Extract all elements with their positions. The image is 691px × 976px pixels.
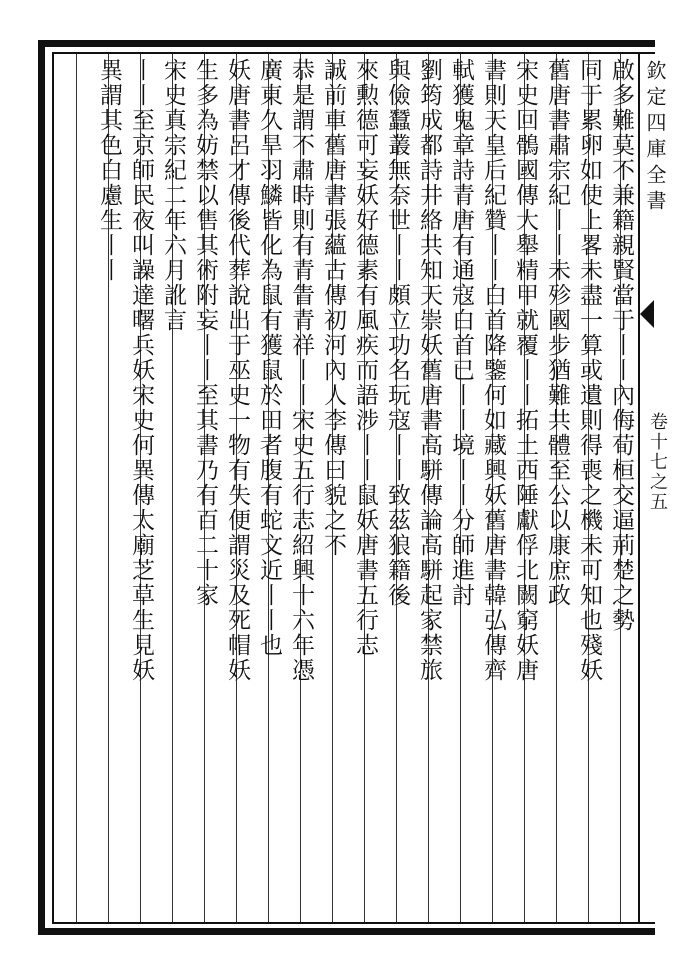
text-column: 異謂其色白慮生丨丨 [96, 58, 122, 283]
text-column: 來勲德可妄妖好德素有風疾而語涉丨丨鼠妖唐書五行志 [352, 58, 378, 658]
text-column: 宋史回鶻國傳大舉精甲就覆丨丨拓土西陲獻俘北闕窮妖唐 [512, 58, 538, 683]
text-column: 生多為妨禁以售其術附妄丨丨至其書乃有百二十家 [192, 58, 218, 608]
text-column: 書則天皇后紀贊丨丨白首降鑒何如藏興妖舊唐書韓弘傳齊 [480, 58, 506, 683]
fishtail-mark [640, 300, 654, 328]
text-column: 廣東久旱羽鱗皆化為鼠有獲鼠於田者腹有蛇文近丨丨也 [256, 58, 282, 658]
text-column: 同于累卵如使上畧未盡一算或遺則得喪之機未可知也殘妖 [576, 58, 602, 683]
text-column: 啟多難莫不兼籍親賢當于丨丨內侮荀桓交逼荊楚之勢 [608, 58, 634, 633]
text-column: 妖唐書呂才傳後代葬說出于巫史一物有失便謂災及死帽妖 [224, 58, 250, 683]
juan-number: 卷十七之五 [647, 412, 668, 512]
column-rule [76, 54, 77, 922]
text-column: 恭是謂不肅時則有青眚青祥丨丨宋史五行志紹興十六年憑 [288, 58, 314, 683]
text-column: 與儉蠶叢無奈世丨丨頗立功名玩寇丨丨致茲狼籍後 [384, 58, 410, 608]
text-column: 誠前車舊唐書張蘊古傳初河內人李傳曰貌之不 [320, 58, 346, 558]
text-column: 劉筠成都詩井絡共知天崇妖舊唐書高駢傳論高駢起家禁旅 [416, 58, 442, 683]
text-column: 丨丨至京師民夜叫譟達曙兵妖宋史何異傳太廟芝草生見妖 [128, 58, 154, 683]
text-column: 宋史真宗紀二年六月訛言 [160, 58, 186, 333]
book-title: 欽定四庫全書 [643, 60, 667, 216]
text-column: 軾獲鬼章詩青唐有通寇白首已丨丨境丨丨分師進討 [448, 58, 474, 608]
text-column: 舊唐書肅宗紀丨丨未殄國步猶難共體至公以康庶政 [544, 58, 570, 608]
